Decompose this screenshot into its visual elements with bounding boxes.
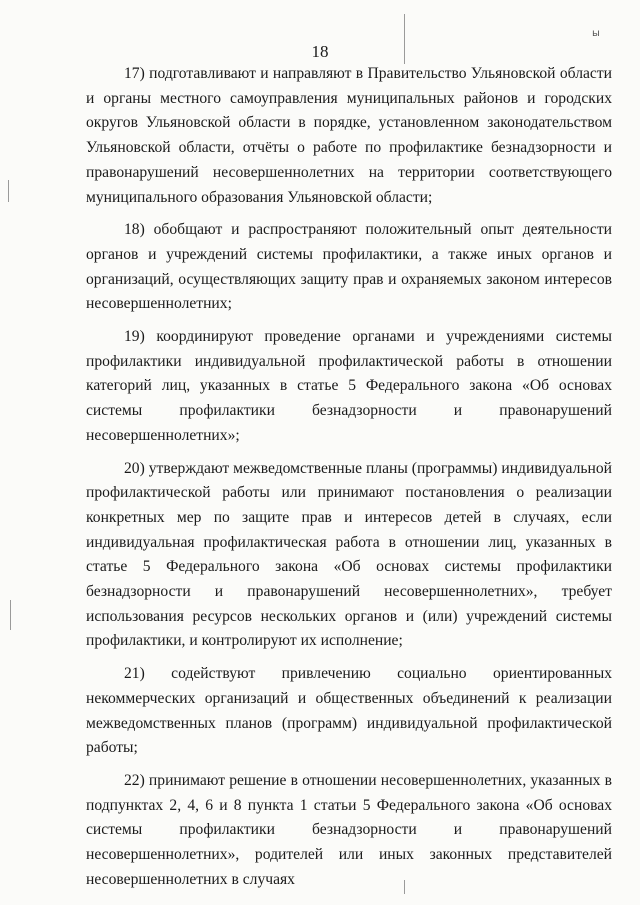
paragraph-17: 17) подготавливают и направляют в Правительство Ульяновской области и органы местного самоуправления муниципальных районов и городских округов Ульяновской области в порядке, установленном законодательством Ульяновской области, отчёты о работе по профилактике безнадзорности и правонарушений несовершеннолетних на территории соответствующего муниципального образования Ульяновской области; xyxy=(86,65,612,206)
scan-artifact-line xyxy=(10,600,11,630)
scan-artifact-line xyxy=(8,180,9,202)
paragraph-18: 18) обобщают и распространяют положительный опыт деятельности органов и учреждений системы профилактики, а также иных органов и организаций, осуществляющих защиту прав и охраняемых законом интересов несовершеннолетних; xyxy=(86,221,612,313)
paragraph-21: 21) содействуют привлечению социально ориентированных некоммерческих организаций и общественных объединений к реализации межведомственных планов (программ) индивидуальной профилактической работы; xyxy=(86,665,612,757)
paragraph-20: 20) утверждают межведомственные планы (программы) индивидуальной профилактической работы или принимают постановления о реализации конкретных мер по защите прав и интересов детей в случаях, если индивидуальная профилактическая работа в отношении лиц, указанных в статье 5 Федерального закона «Об основах системы профилактики безнадзорности и правонарушений несовершеннолетних», требует использования ресурсов нескольких органов и (или) учреждений системы профилактики, и контролируют их исполнение; xyxy=(86,459,612,650)
corner-mark: ы xyxy=(592,28,600,39)
page-number: 18 xyxy=(311,42,329,61)
paragraph-19: 19) координируют проведение органами и учреждениями системы профилактики индивидуальной профилактической работы в отношении категорий лиц, указанных в статье 5 Федерального закона «Об основах системы профилактики безнадзорности и правонарушений несовершеннолетних»; xyxy=(86,328,612,444)
paragraph-22: 22) принимают решение в отношении несовершеннолетних, указанных в подпунктах 2, 4, 6 и 8 пункта 1 статьи 5 Федерального закона «Об основах системы профилактики безнадзорности и правонарушений несовершеннолетних», родителей или иных законных представителей несовершеннолетних в случаях xyxy=(86,771,612,888)
document-body xyxy=(86,62,612,901)
